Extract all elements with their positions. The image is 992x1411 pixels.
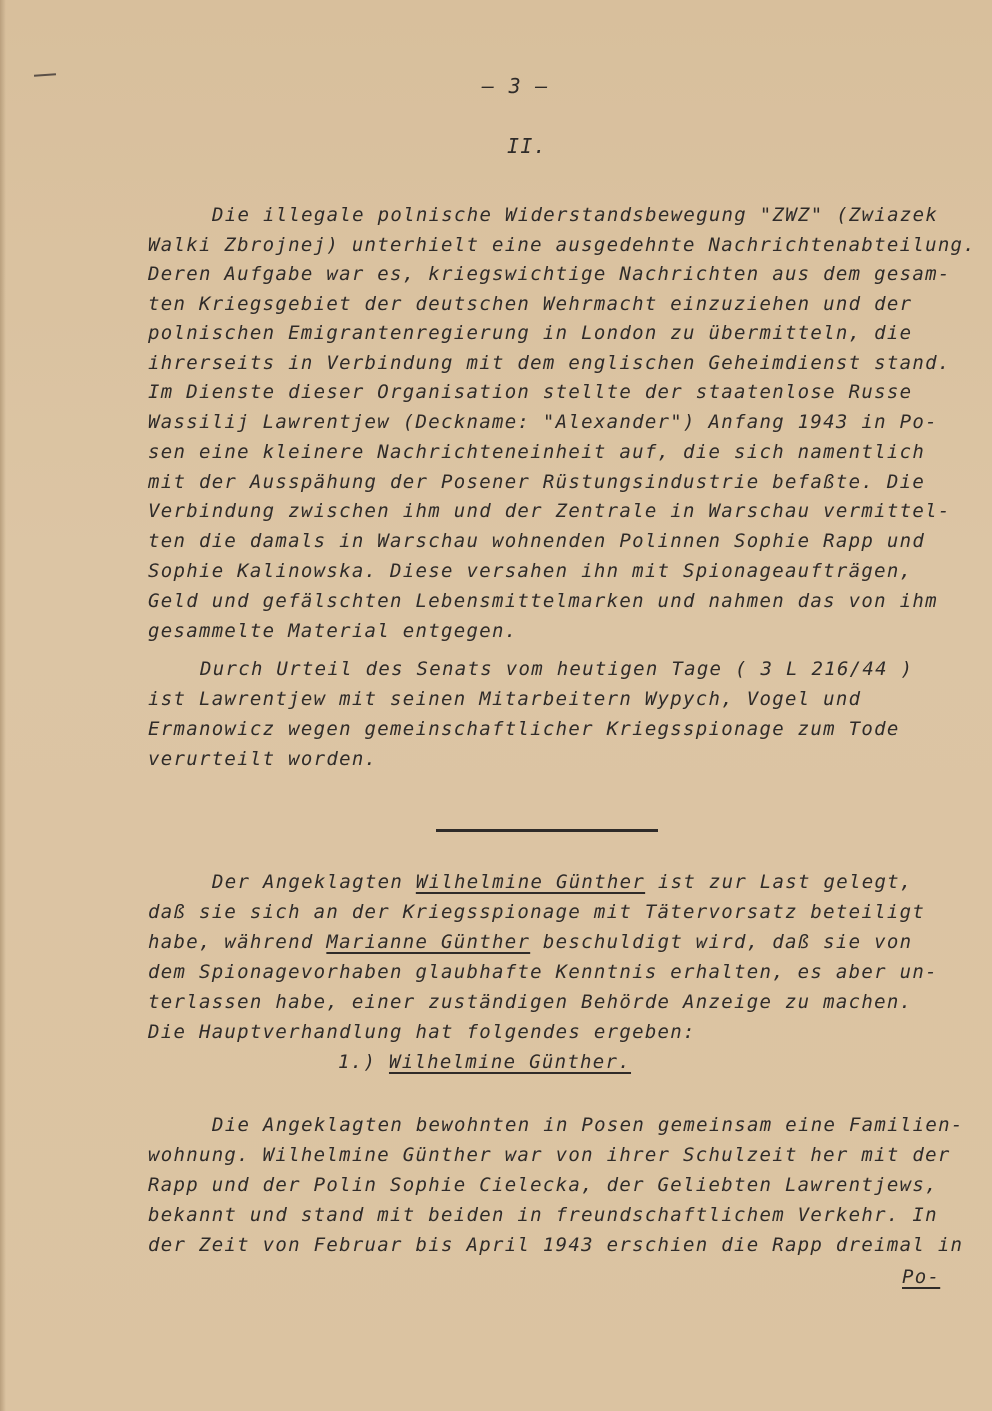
subheading	[338, 1051, 631, 1073]
text-segment: ist zur Last gelegt,	[645, 871, 913, 893]
text-line: ist Lawrentjew mit seinen Mitarbeitern Wypych, Vogel und	[148, 688, 862, 710]
text-line: polnischen Emigrantenregierung in London zu übermitteln, die	[148, 322, 913, 344]
text-line: der Zeit von Februar bis April 1943 erschien die Rapp dreimal in	[148, 1234, 964, 1256]
text-line: gesammelte Material entgegen.	[148, 620, 518, 642]
text-line: dem Spionagevorhaben glaubhafte Kenntnis erhalten, es aber un-	[148, 961, 938, 983]
text-line: verurteilt worden.	[148, 748, 378, 770]
text-line	[148, 931, 912, 953]
section-heading: II.	[507, 134, 548, 158]
subheading-name: Wilhelmine Günther.	[388, 1051, 632, 1073]
text-line	[212, 871, 913, 893]
text-line: daß sie sich an der Kriegsspionage mit Tätervorsatz beteiligt	[148, 901, 926, 923]
text-segment: Der Angeklagten	[212, 871, 416, 893]
text-line: Rapp und der Polin Sophie Cielecka, der Geliebten Lawrentjews,	[148, 1174, 938, 1196]
text-segment: habe, während	[148, 931, 327, 953]
text-line: mit der Ausspähung der Posener Rüstungsindustrie befaßte. Die	[148, 471, 926, 493]
text-line: ten Kriegsgebiet der deutschen Wehrmacht einzuziehen und der	[148, 293, 913, 315]
text-line: wohnung. Wilhelmine Günther war von ihrer Schulzeit her mit der	[148, 1144, 951, 1166]
page-edge-shadow	[0, 0, 6, 1411]
text-line: Durch Urteil des Senats vom heutigen Tage ( 3 L 216/44 )	[200, 658, 914, 680]
text-segment: beschuldigt wird, daß sie von	[530, 931, 913, 953]
section-divider	[436, 829, 658, 832]
text-line: terlassen habe, einer zuständigen Behörde Anzeige zu machen.	[148, 991, 913, 1013]
text-line: Sophie Kalinowska. Diese versahen ihn mit Spionageaufträgen,	[148, 560, 913, 582]
page-number: – 3 –	[482, 74, 549, 98]
text-line: Wassilij Lawrentjew (Deckname: "Alexander") Anfang 1943 in Po-	[148, 411, 938, 433]
defendant-name-marianne: Marianne Günther	[326, 931, 531, 953]
text-line: Deren Aufgabe war es, kriegswichtige Nachrichten aus dem gesam-	[148, 263, 951, 285]
text-line: Verbindung zwischen ihm und der Zentrale in Warschau vermittel-	[148, 500, 951, 522]
subheading-number: 1.)	[338, 1051, 389, 1073]
text-line: Im Dienste dieser Organisation stellte der staatenlose Russe	[148, 381, 913, 403]
text-line: sen eine kleinere Nachrichteneinheit auf, die sich namentlich	[148, 441, 926, 463]
catchword: Po-	[902, 1266, 941, 1288]
defendant-name-wilhelmine: Wilhelmine Günther	[415, 871, 646, 893]
text-line: Geld und gefälschten Lebensmittelmarken und nahmen das von ihm	[148, 590, 938, 612]
margin-mark	[34, 73, 56, 77]
text-line: Walki Zbrojnej) unterhielt eine ausgedehnte Nachrichtenabteilung.	[148, 234, 977, 256]
text-line: ten die damals in Warschau wohnenden Polinnen Sophie Rapp und	[148, 530, 926, 552]
text-line: Die Hauptverhandlung hat folgendes ergeben:	[148, 1021, 696, 1043]
text-line: bekannt und stand mit beiden in freundschaftlichem Verkehr. In	[148, 1204, 938, 1226]
text-line: Die illegale polnische Widerstandsbewegung "ZWZ" (Zwiazek	[212, 204, 939, 226]
text-line: Die Angeklagten bewohnten in Posen gemeinsam eine Familien-	[212, 1114, 964, 1136]
text-line: Ermanowicz wegen gemeinschaftlicher Kriegsspionage zum Tode	[148, 718, 900, 740]
text-line: ihrerseits in Verbindung mit dem englischen Geheimdienst stand.	[148, 352, 951, 374]
